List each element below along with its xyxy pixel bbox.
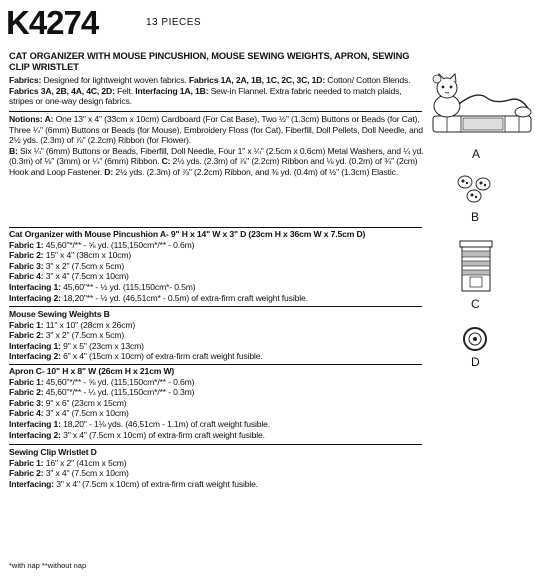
yardage-line: Fabric 2: 45,60"*/** - ¼ yd. (115,150cm*/** - 0.3m) [9,387,195,398]
notions-a-label: A: [42,114,54,124]
yardage-line: Fabric 3: 9" x 6" (23cm x 15cm) [9,397,127,408]
yardage-line: Fabric 4: 3" x 4" (7.5cm x 10cm) [9,271,129,282]
piece-count: 13 PIECES [146,17,202,28]
yardage-line: Interfacing 1: 9" x 5" (23cm x 13cm) [9,340,144,351]
yardage-line: Interfacing 2: 6" x 4" (15cm x 10cm) of extra-firm craft weight fusible. [9,351,263,362]
yardage-line: Interfacing 1: 45,60"** - ½ yd. (115,150cm*- 0.5m) [9,281,196,292]
yardage-line: Fabric 1: 11" x 10" (28cm x 26cm) [9,319,136,330]
yardage-line: Fabric 4: 3" x 4" (7.5cm x 10cm) [9,408,129,419]
yardage-line: Fabric 1: 45,60"*/** - ⅝ yd. (115,150cm*/** - 0.6m) [9,376,195,387]
notions-label: Notions: [9,114,43,124]
section-cat-organizer [9,229,424,303]
divider [9,111,422,112]
pattern-title: CAT ORGANIZER WITH MOUSE PINCUSHION, MOUSE SEWING WEIGHTS, APRON, SEWING CLIP WRISTLET [9,51,410,72]
fabrics-text-4: Sew-in Flannel. Extra fabric needed to match plaids, stripes or one-way design fabrics. [9,85,402,107]
pattern-number: K4274 [6,4,99,41]
apron-illustration [456,237,496,295]
yardage-line: Interfacing 1: 18,20" - 1⅛ yds. (46,51cm - 1.1m) of craft weight fusible. [9,418,271,429]
notions-d-label: D: [104,166,114,177]
yardage-line: Fabric 2: 3" x 2" (7.5cm x 5cm) [9,330,125,341]
divider [9,364,422,365]
notions-b-text: Six ¼" (6mm) Buttons or Beads, Fiberfill, Doll Needle, Four 1" x ¼" (2.5cm x 0.6cm) Metal Washers, and ¼ yd. (0.3m) of ⅛" (3mm) or ¼" (6mm) Ribbon. [9,145,424,167]
yardage-line: Fabric 2: 3" x 4" (7.5cm x 10cm) [9,468,129,479]
mouse-weights-illustration [455,174,495,204]
section-heading: Sewing Clip Wristlet D [9,447,97,457]
notions-c-label: C: [161,156,171,167]
view-d-label: D [471,355,480,369]
fabrics-codes-2: Fabrics 3A, 2B, 4A, 4C, 2D: [9,85,115,96]
fabrics-text-1: Designed for lightweight woven fabrics. [41,75,189,85]
yardage-line: Fabric 1: 45,60"*/** - ⅝ yd. (115,150cm*/** - 0.6m) [9,239,195,250]
notions-paragraph [9,114,424,178]
yardage-line: Interfacing 2: 3" x 4" (7.5cm x 10cm) of extra-firm craft weight fusible. [9,429,265,440]
divider [9,227,422,228]
notions-b-label: B: [9,145,18,156]
section-apron [9,366,424,440]
fabrics-text-3: Felt. [114,85,136,96]
nap-footnote: *with nap **without nap [9,561,87,570]
view-b-label: B [471,210,480,224]
fabrics-codes-3: Interfacing 1A, 1B: [135,85,209,96]
wristlet-illustration [460,323,490,353]
yardage-line: Interfacing 2: 18,20"** - ½ yd. (46,51cm* - 0.5m) of extra-firm craft weight fusible. [9,292,308,303]
divider [9,306,422,307]
section-heading: Apron C- 10" H x 8" W (26cm H x 21cm W) [9,366,175,376]
fabrics-label: Fabrics: [9,75,42,85]
notions-d-text: 2½ yds. (2.3m) of ⅞" (2.2cm) Ribbon, and ⅜ yd. (0.4m) of ½" (1.3cm) Elastic. [113,166,399,177]
section-heading: Cat Organizer with Mouse Pincushion A- 9" H x 14" W x 3" D (23cm H x 36cm W x 7.5cm D) [9,229,366,239]
notions-a-text: One 13" x 4" (33cm x 10cm) Cardboard (For Cat Base), Two ½" (1.3cm) Buttons or Beads (for Cat), Three ¼" (6mm) Buttons or Beads (for Mouse), Embroidery Floss (for Cat), Fiberfill, Doll Pellets, Doll Needle, and 2½ yds. (2.3m) of ⅞" (2.2cm) Ribbon (for Flower). [9,114,423,146]
notions-c-text: 2½ yds. (2.3m) of ⅞" (2.2cm) Ribbon and ⅛ yd. (0.2m) of ¾" (2cm) Hook and Loop Fastener. [9,156,418,177]
fabrics-text-2: Cotton/ Cotton Blends. [325,75,411,85]
fabrics-codes-1: Fabrics 1A, 2A, 1B, 1C, 2C, 3C, 1D: [188,75,326,85]
cat-organizer-illustration [425,70,537,154]
yardage-line: Interfacing: 3" x 4" (7.5cm x 10cm) of extra-firm craft weight fusible. [9,478,259,489]
divider [9,444,422,445]
section-wristlet [9,447,424,489]
view-a-label: A [472,147,481,161]
yardage-line: Fabric 3: 3" x 2" (7.5cm x 5cm) [9,260,125,271]
section-mouse-weights [9,309,424,362]
fabrics-paragraph [9,75,424,107]
view-c-label: C [471,297,480,311]
yardage-line: Fabric 1: 16" x 2" (41cm x 5cm) [9,457,127,468]
yardage-line: Fabric 2: 15" x 4" (38cm x 10cm) [9,250,132,261]
section-heading: Mouse Sewing Weights B [9,309,110,319]
